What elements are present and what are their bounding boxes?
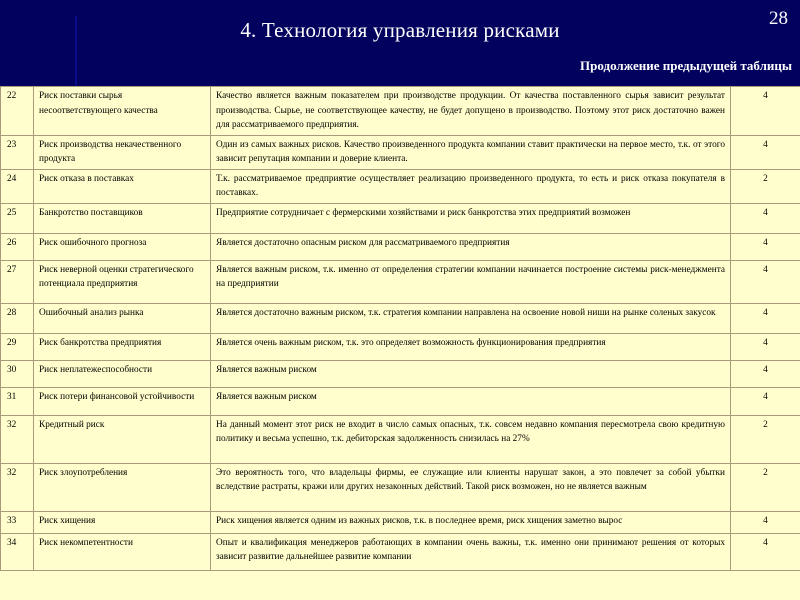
row-number: 34	[1, 533, 34, 570]
risk-table-body	[1, 87, 800, 571]
risk-score: 4	[731, 260, 800, 303]
page-number: 28	[769, 8, 788, 29]
table-row	[1, 135, 800, 169]
table-row	[1, 233, 800, 260]
risk-description: Качество является важным показателем при производстве продукции. От качества поставленного сырья зависит результат производства. Сырье, не соответствующее качеству, не будет допущено в производство. Поэтому этот риск достаточно важен для рассматриваемого предприятия.	[211, 87, 731, 136]
slide-title: 4. Технология управления рисками	[240, 18, 560, 42]
slide-header	[0, 0, 800, 86]
risk-score: 4	[731, 87, 800, 136]
risk-name: Риск банкротства предприятия	[34, 333, 211, 360]
table-row	[1, 333, 800, 360]
row-number: 24	[1, 169, 34, 203]
table-row	[1, 169, 800, 203]
risk-score: 4	[731, 303, 800, 333]
risk-name: Риск ошибочного прогноза	[34, 233, 211, 260]
row-number: 32	[1, 415, 34, 463]
risk-description: На данный момент этот риск не входит в число самых опасных, т.к. совсем недавно компания пересмотрела свою кредитную политику и весьма успешно, т.к. дебиторская задолженность снизилась на 27%	[211, 415, 731, 463]
risk-description: Опыт и квалификация менеджеров работающих в компании очень важны, т.к. именно они принимают решения от которых зависит развитие дальнейшее развитие компании	[211, 533, 731, 570]
table-row	[1, 463, 800, 511]
risk-description: Это вероятность того, что владельцы фирмы, ее служащие или клиенты нарушат закон, а это повлечет за собой убытки вследствие растраты, кражи или других незаконных действий. Такой риск возможен, но не является важным	[211, 463, 731, 511]
risk-score: 4	[731, 135, 800, 169]
risk-description: Риск хищения является одним из важных рисков, т.к. в последнее время, риск хищения заметно вырос	[211, 511, 731, 533]
risk-description: Один из самых важных рисков. Качество произведенного продукта компании ставит практически на первое место, т.к. от этого зависит репутация компании и доверие клиента.	[211, 135, 731, 169]
table-row	[1, 511, 800, 533]
risk-name: Риск некомпетентности	[34, 533, 211, 570]
risk-score: 4	[731, 360, 800, 387]
table-row	[1, 87, 800, 136]
risk-name: Риск поставки сырья несоответствующего качества	[34, 87, 211, 136]
risk-description: Является важным риском	[211, 360, 731, 387]
risk-table	[0, 86, 800, 571]
risk-score: 4	[731, 233, 800, 260]
risk-score: 4	[731, 511, 800, 533]
risk-name: Риск отказа в поставках	[34, 169, 211, 203]
risk-name: Ошибочный анализ рынка	[34, 303, 211, 333]
table-row	[1, 260, 800, 303]
table-row	[1, 387, 800, 415]
risk-score: 4	[731, 533, 800, 570]
risk-name: Риск злоупотребления	[34, 463, 211, 511]
risk-description: Является важным риском	[211, 387, 731, 415]
row-number: 29	[1, 333, 34, 360]
row-number: 33	[1, 511, 34, 533]
risk-description: Является очень важным риском, т.к. это определяет возможность функционирования предприятия	[211, 333, 731, 360]
risk-score: 2	[731, 415, 800, 463]
row-number: 27	[1, 260, 34, 303]
row-number: 23	[1, 135, 34, 169]
risk-name: Риск неверной оценки стратегического потенциала предприятия	[34, 260, 211, 303]
table-row	[1, 360, 800, 387]
risk-name: Банкротство поставщиков	[34, 203, 211, 233]
risk-name: Риск неплатежеспособности	[34, 360, 211, 387]
risk-score: 2	[731, 463, 800, 511]
risk-name: Риск потери финансовой устойчивости	[34, 387, 211, 415]
table-row	[1, 303, 800, 333]
risk-description: Является важным риском, т.к. именно от определения стратегии компании начинается построение системы риск-менеджмента на предприятии	[211, 260, 731, 303]
risk-score: 4	[731, 387, 800, 415]
table-row	[1, 203, 800, 233]
risk-name: Риск производства некачественного продукта	[34, 135, 211, 169]
table-row	[1, 415, 800, 463]
risk-name: Риск хищения	[34, 511, 211, 533]
row-number: 26	[1, 233, 34, 260]
risk-table-container	[0, 86, 800, 600]
risk-score: 2	[731, 169, 800, 203]
risk-description: Является достаточно важным риском, т.к. стратегия компании направлена на освоение новой ниши на рынке соленых закусок	[211, 303, 731, 333]
risk-score: 4	[731, 333, 800, 360]
row-number: 28	[1, 303, 34, 333]
table-row	[1, 533, 800, 570]
row-number: 31	[1, 387, 34, 415]
row-number: 30	[1, 360, 34, 387]
row-number: 25	[1, 203, 34, 233]
table-continuation-note: Продолжение предыдущей таблицы	[580, 58, 792, 73]
row-number: 22	[1, 87, 34, 136]
risk-description: Предприятие сотрудничает с фермерскими хозяйствами и риск банкротства этих предприятий возможен	[211, 203, 731, 233]
risk-description: Т.к. рассматриваемое предприятие осуществляет реализацию произведенного продукта, то есть и риск отказа покупателя в поставках.	[211, 169, 731, 203]
risk-name: Кредитный риск	[34, 415, 211, 463]
risk-description: Является достаточно опасным риском для рассматриваемого предприятия	[211, 233, 731, 260]
risk-score: 4	[731, 203, 800, 233]
row-number: 32	[1, 463, 34, 511]
